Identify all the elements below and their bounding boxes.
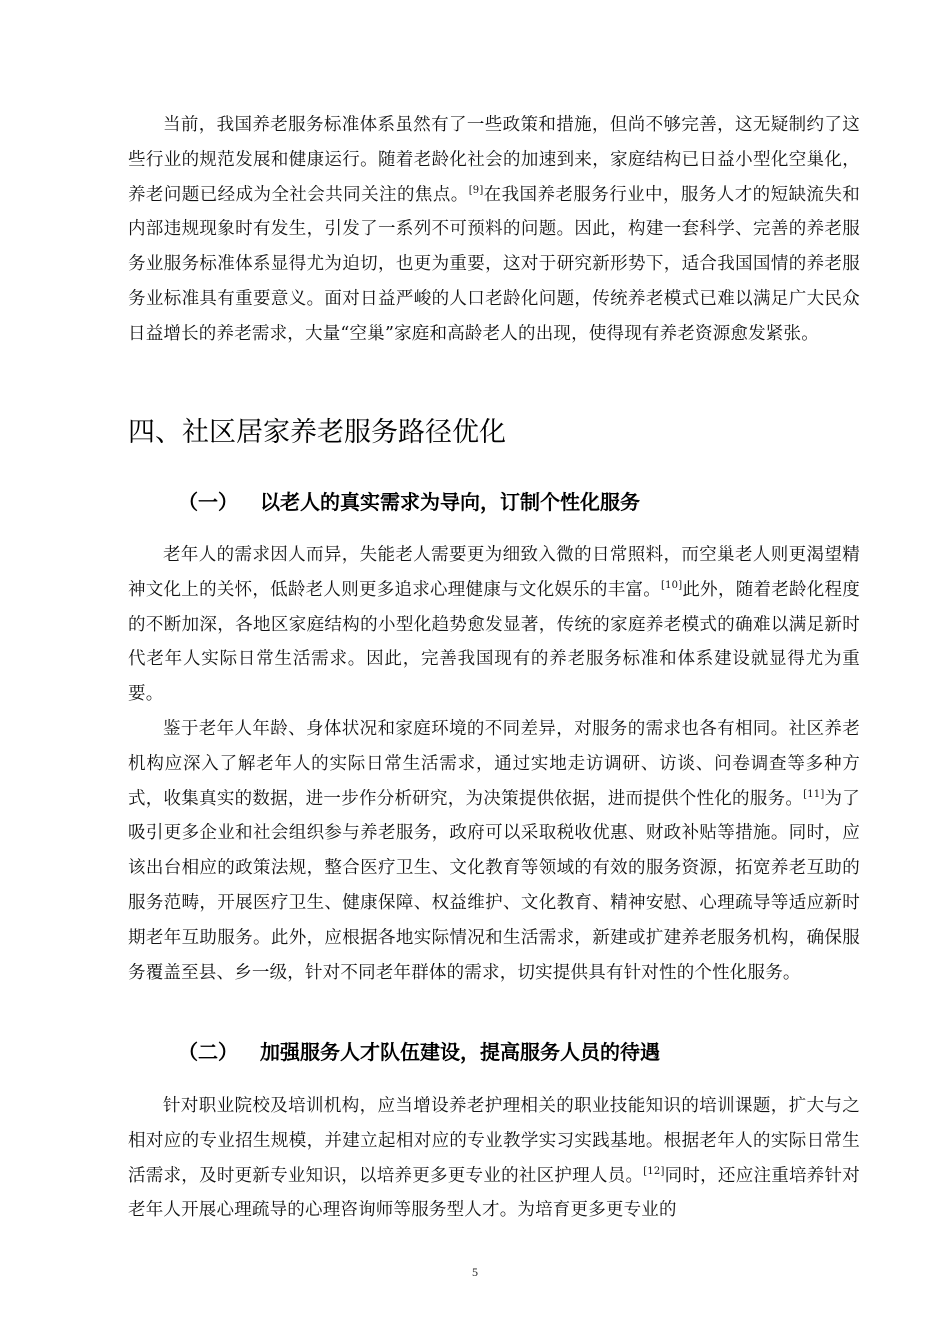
paragraph-standards-system [128, 108, 860, 352]
citation-ref: [12] [643, 1165, 665, 1177]
subsection-title: 加强服务人才队伍建设，提高服务人员的待遇 [260, 1040, 660, 1064]
paragraph-text: 此外，随着老龄化程度的不断加深，各地区家庭结构的小型化趋势愈发显著，传统的家庭养老模式的确难以满足新时代老年人实际日常生活需求。因此，完善我国现有的养老服务标准和体系建设就显得尤为重要。 [128, 579, 861, 705]
subsection-number: （二） [178, 1040, 238, 1064]
paragraph-personalized-service [128, 712, 860, 990]
page-number: 5 [472, 1265, 478, 1279]
paragraph-text: 老年人的需求因人而异，失能老人需要更为细致入微的日常照料，而空巢老人则更渴望精神文化上的关怀，低龄老人则更多追求心理健康与文化娱乐的丰富。 [128, 545, 860, 600]
citation-ref: [9] [468, 184, 484, 196]
paragraph-text: 为了吸引更多企业和社会组织参与养老服务，政府可以采取税收优惠、财政补贴等措施。同时，应该出台相应的政策法规，整合医疗卫生、文化教育等领域的有效的服务资源，拓宽养老互助的服务范畴，开展医疗卫生、健康保障、权益维护、文化教育、精神安慰、心理疏导等适应新时期老年互助服务。此外，应根据各地实际情况和生活需求，新建或扩建养老服务机构，确保服务覆盖至县、乡一级，针对不同老年群体的需求，切实提供具有针对性的个性化服务。 [128, 788, 860, 983]
paragraph-text: 在我国养老服务行业中，服务人才的短缺流失和内部违规现象时有发生，引发了一系列不可预料的问题。因此，构建一套科学、完善的养老服务业服务标准体系显得尤为迫切，也更为重要，这对于研究新形势下，适合我国国情的养老服务业标准具有重要意义。面对日益严峻的人口老龄化问题，传统养老模式已难以满足广大民众日益增长的养老需求，大量“空巢”家庭和高龄老人的出现，使得现有养老资源愈发紧张。 [128, 184, 860, 344]
paragraph-talent-training [128, 1089, 860, 1228]
paragraph-elderly-needs [128, 538, 860, 712]
subsection-heading-2 [178, 1035, 660, 1069]
citation-ref: [10] [661, 579, 683, 591]
paragraph-text: 针对职业院校及培训机构，应当增设养老护理相关的职业技能知识的培训课题，扩大与之相对应的专业招生规模，并建立起相对应的专业教学实习实践基地。根据老年人的实际日常生活需求，及时更新专业知识，以培养更多更专业的社区护理人员。 [128, 1096, 860, 1186]
section-heading: 四、社区居家养老服务路径优化 [128, 417, 506, 448]
paragraph-text: 当前，我国养老服务标准体系虽然有了一些政策和措施，但尚不够完善，这无疑制约了这些行业的规范发展和健康运行。随着老龄化社会的加速到来，家庭结构已日益小型化空巢化，养老问题已经成为全社会共同关注的焦点。 [128, 115, 860, 205]
paragraph-text: 同时，还应注重培养针对老年人开展心理疏导的心理咨询师等服务型人才。为培育更多更专业的 [128, 1165, 860, 1221]
subsection-number: （一） [178, 490, 238, 514]
paragraph-text: 鉴于老年人年龄、身体状况和家庭环境的不同差异，对服务的需求也各有相同。社区养老机构应深入了解老年人的实际日常生活需求，通过实地走访调研、访谈、问卷调查等多种方式，收集真实的数据，进一步作分析研究，为决策提供依据，进而提供个性化的服务。 [128, 719, 860, 809]
subsection-heading-1 [178, 485, 640, 519]
subsection-title: 以老人的真实需求为导向，订制个性化服务 [260, 490, 640, 514]
citation-ref: [11] [803, 788, 825, 800]
